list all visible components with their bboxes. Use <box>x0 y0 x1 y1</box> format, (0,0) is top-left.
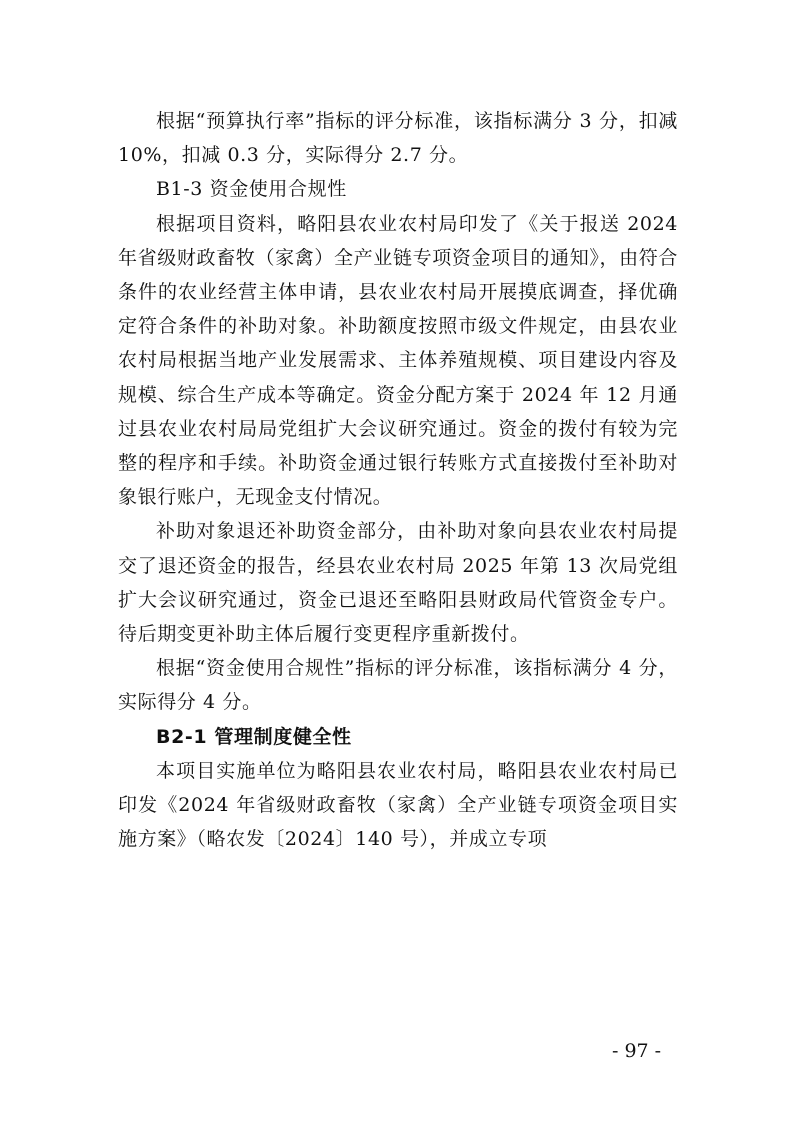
document-body <box>118 104 678 856</box>
paragraph-management-system: 本项目实施单位为略阳县农业农村局，略阳县农业农村局已印发《2024 年省级财政畜牧（家禽）全产业链专项资金项目实施方案》（略农发〔2024〕140 号），并成立专项 <box>118 759 678 851</box>
section-heading-b2-1: B2-1 管理制度健全性 <box>156 725 352 748</box>
paragraph-compliance-score: 根据“资金使用合规性”指标的评分标准，该指标满分 4 分，实际得分 4 分。 <box>118 657 678 714</box>
paragraph-fund-refund: 补助对象退还补助资金部分，由补助对象向县农业农村局提交了退还资金的报告，经县农业农村局 2025 年第 13 次局党组扩大会议研究通过，资金已退还至略阳县财政局代管资金专户。待后期变更补助主体后履行变更程序重新拨付。 <box>118 520 678 646</box>
paragraph-fund-compliance: 根据项目资料，略阳县农业农村局印发了《关于报送 2024 年省级财政畜牧（家禽）全产业链专项资金项目的通知》，由符合条件的农业经营主体申请，县农业农村局开展摸底调查，择优确定符合条件的补助对象。补助额度按照市级文件规定，由县农业农村局根据当地产业发展需求、主体养殖规模、项目建设内容及规模、综合生产成本等确定。资金分配方案于 2024 年 12 月通过县农业农村局局党组扩大会议研究通过。资金的拨付有较为完整的程序和手续。补助资金通过银行转账方式直接拨付至补助对象银行账户，无现金支付情况。 <box>118 212 678 509</box>
section-heading-b1-3: B1-3 资金使用合规性 <box>156 178 347 201</box>
page-number: - 97 - <box>612 1040 662 1062</box>
paragraph-budget-score: 根据“预算执行率”指标的评分标准，该指标满分 3 分，扣减 10%，扣减 0.3 分，实际得分 2.7 分。 <box>118 110 678 167</box>
